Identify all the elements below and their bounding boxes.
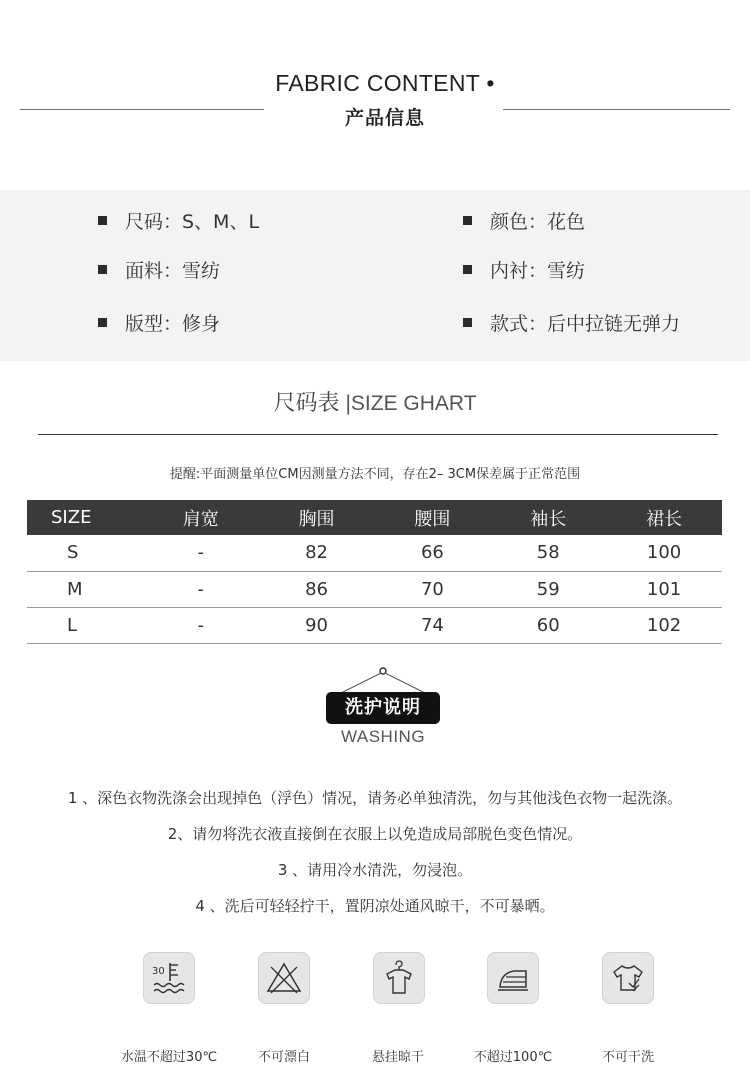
bullet-square-icon xyxy=(463,216,472,225)
info-lining xyxy=(463,256,585,283)
measurement-reminder: 提醒:平面测量单位CM因测量方法不同，存在2– 3CM保差属于正常范围 xyxy=(169,467,581,482)
column-header: 胸围 xyxy=(259,500,375,535)
care-label: 水温不超过30℃ xyxy=(120,1050,218,1065)
bullet-square-icon xyxy=(98,216,107,225)
info-fit xyxy=(98,309,220,336)
table-cell: 60 xyxy=(490,607,606,643)
table-cell: 101 xyxy=(606,571,722,607)
size-chart-title xyxy=(0,386,750,417)
table-cell: - xyxy=(143,535,259,571)
column-header: 袖长 xyxy=(490,500,606,535)
size-chart-divider xyxy=(38,434,718,435)
header-title-cn: 产品信息 xyxy=(344,107,425,129)
no-dry-clean-icon xyxy=(602,952,654,1004)
table-cell: - xyxy=(143,607,259,643)
iron-icon xyxy=(487,952,539,1004)
bullet-square-icon xyxy=(98,318,107,327)
info-size-text: 尺码：S、M、L xyxy=(125,211,260,233)
washing-badge: 洗护说明 xyxy=(326,692,440,724)
care-label: 悬挂晾干 xyxy=(371,1050,424,1065)
table-cell: 86 xyxy=(259,571,375,607)
hang-dry-icon xyxy=(373,952,425,1004)
header-title-en: FABRIC CONTENT • xyxy=(275,70,495,96)
info-color xyxy=(463,207,585,234)
table-cell: 82 xyxy=(259,535,375,571)
size-table xyxy=(27,500,722,644)
header-divider-left xyxy=(20,109,264,110)
size-chart-title-en: |SIZE GHART xyxy=(345,392,477,415)
table-cell: 59 xyxy=(490,571,606,607)
table-row xyxy=(27,607,722,643)
info-lining-text: 内衬：雪纺 xyxy=(490,260,586,282)
instruction-2: 2、请勿将洗衣液直接倒在衣服上以免造成局部脱色变色情况。 xyxy=(167,825,583,843)
bullet-square-icon xyxy=(463,265,472,274)
care-label: 不可漂白 xyxy=(257,1050,310,1065)
info-style-text: 款式：后中拉链无弹力 xyxy=(490,313,681,335)
column-header: SIZE xyxy=(27,500,143,535)
table-cell: 70 xyxy=(374,571,490,607)
info-color-text: 颜色：花色 xyxy=(490,211,586,233)
table-cell: 90 xyxy=(259,607,375,643)
table-row xyxy=(27,535,722,571)
bullet-square-icon xyxy=(463,318,472,327)
instruction-4: 4 、洗后可轻轻拧干，置阴凉处通风晾干，不可暴晒。 xyxy=(195,897,555,915)
table-cell: 102 xyxy=(606,607,722,643)
table-cell: 58 xyxy=(490,535,606,571)
column-header: 肩宽 xyxy=(143,500,259,535)
info-style xyxy=(463,309,680,336)
table-cell: - xyxy=(143,571,259,607)
no-bleach-icon xyxy=(258,952,310,1004)
column-header: 腰围 xyxy=(374,500,490,535)
wash-temp-text: 30 xyxy=(152,966,165,977)
table-cell: S xyxy=(27,535,143,571)
table-cell: 74 xyxy=(374,607,490,643)
bullet-square-icon xyxy=(98,265,107,274)
info-fit-text: 版型：修身 xyxy=(125,313,221,335)
info-size xyxy=(98,207,259,234)
table-cell: M xyxy=(27,571,143,607)
table-row xyxy=(27,571,722,607)
table-cell: L xyxy=(27,607,143,643)
info-fabric-text: 面料：雪纺 xyxy=(125,260,221,282)
washing-subtitle: WASHING xyxy=(340,727,426,746)
care-label: 不可干洗 xyxy=(601,1050,654,1065)
table-header-row xyxy=(27,500,722,535)
table-cell: 100 xyxy=(606,535,722,571)
column-header: 裙长 xyxy=(606,500,722,535)
info-fabric xyxy=(98,256,220,283)
header-divider-right xyxy=(503,109,730,110)
wash-30-icon xyxy=(143,952,195,1004)
instruction-1: 1 、深色衣物洗涤会出现掉色（浮色）情况，请务必单独清洗，勿与其他浅色衣物一起洗涤。 xyxy=(67,789,683,807)
care-label: 不超过100℃ xyxy=(473,1050,553,1065)
size-chart-title-cn: 尺码表 xyxy=(273,391,340,416)
instruction-3: 3 、请用冷水清洗，勿浸泡。 xyxy=(277,861,473,879)
table-cell: 66 xyxy=(374,535,490,571)
